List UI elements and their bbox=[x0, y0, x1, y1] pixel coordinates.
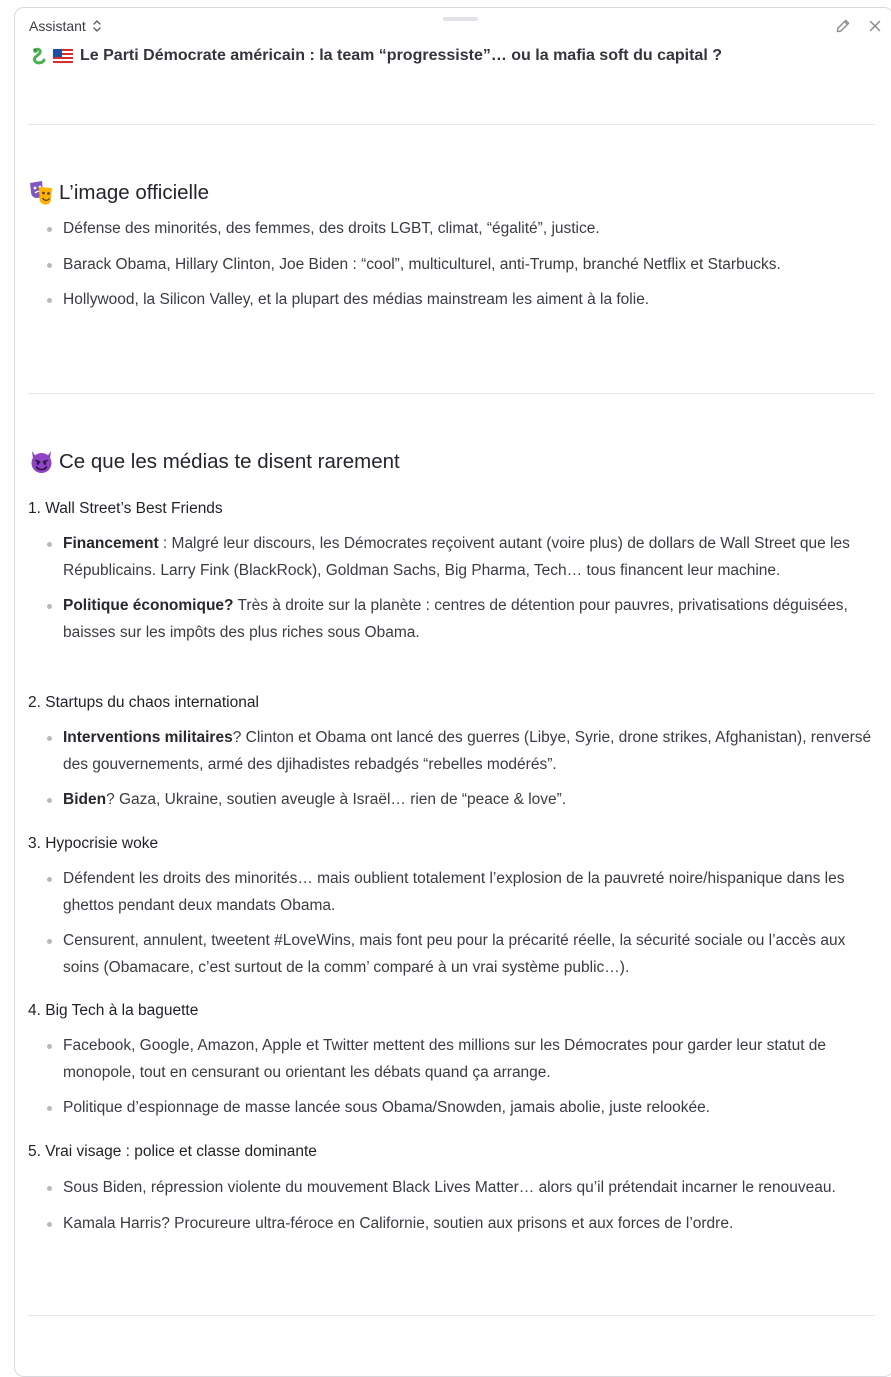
drag-handle[interactable] bbox=[443, 17, 478, 21]
assistant-label: Assistant bbox=[29, 18, 86, 34]
assistant-selector[interactable] bbox=[29, 18, 102, 34]
assistant-panel bbox=[14, 7, 891, 1377]
subheading-vrai-visage: 5. Vrai visage : police et classe dominante bbox=[28, 1143, 317, 1160]
list-item: Biden? Gaza, Ukraine, soutien aveugle à Israël… rien de “peace & love”. bbox=[28, 787, 874, 814]
close-icon[interactable] bbox=[867, 18, 883, 34]
section-heading-official-image bbox=[28, 179, 209, 206]
us-flag-icon bbox=[52, 47, 74, 65]
vrai-visage-list bbox=[28, 1175, 874, 1246]
list-item: Politique économique? Très à droite sur la planète : centres de détention pour pauvres, privatisations déguisées, baisses sur les impôts des plus riches sous Obama. bbox=[28, 593, 874, 646]
subheading-startups-chaos: 2. Startups du chaos international bbox=[28, 694, 259, 711]
section-heading-text: L’image officielle bbox=[59, 180, 210, 204]
subheading-wall-street: 1. Wall Street’s Best Friends bbox=[28, 500, 223, 517]
list-item: Sous Biden, répression violente du mouvement Black Lives Matter… alors qu’il prétendait incarner le renouveau. bbox=[28, 1175, 874, 1202]
list-item: Barack Obama, Hillary Clinton, Joe Biden : “cool”, multiculturel, anti-Trump, branché Netflix et Starbucks. bbox=[28, 252, 874, 279]
list-item: Interventions militaires? Clinton et Obama ont lancé des guerres (Libye, Syrie, drone strikes, Afghanistan), renversé des gouvernements, armé des djihadistes rebadgés “rebelles modérés”. bbox=[28, 725, 874, 778]
list-item: Défendent les droits des minorités… mais oublient totalement l’explosion de la pauvreté noire/hispanique dans les ghettos pendant deux mandats Obama. bbox=[28, 866, 874, 919]
list-item: Défense des minorités, des femmes, des droits LGBT, climat, “égalité”, justice. bbox=[28, 216, 874, 243]
chevron-updown-icon bbox=[92, 19, 102, 33]
divider bbox=[28, 124, 875, 125]
section-heading-media-rarely bbox=[28, 448, 400, 475]
list-item: Facebook, Google, Amazon, Apple et Twitter mettent des millions sur les Démocrates pour garder leur statut de monopole, tout en censurant ou orientant les débats quand ça arrange. bbox=[28, 1033, 874, 1086]
message-title bbox=[29, 46, 722, 66]
list-item: Hollywood, la Silicon Valley, et la plupart des médias mainstream les aiment à la folie. bbox=[28, 287, 874, 314]
list-item: Kamala Harris? Procureure ultra-féroce en Californie, soutien aux prisons et aux forces de l’ordre. bbox=[28, 1211, 874, 1238]
subheading-big-tech: 4. Big Tech à la baguette bbox=[28, 1002, 199, 1019]
subheading-hypocrisie-woke: 3. Hypocrisie woke bbox=[28, 835, 159, 852]
startups-chaos-list bbox=[28, 725, 874, 823]
header-actions bbox=[835, 18, 883, 34]
edit-pencil-icon[interactable] bbox=[835, 18, 851, 34]
big-tech-list bbox=[28, 1033, 874, 1131]
smiling-devil-icon bbox=[28, 448, 55, 475]
wall-street-list bbox=[28, 531, 874, 655]
list-item: Censurent, annulent, tweetent #LoveWins, mais font peu pour la précarité réelle, la sécurité sociale ou l’accès aux soins (Obamacare, c’est surtout de la comm’ comparé à un vrai système public…). bbox=[28, 928, 874, 981]
divider bbox=[28, 393, 875, 394]
official-image-list bbox=[28, 216, 874, 323]
hypocrisie-woke-list bbox=[28, 866, 874, 990]
theater-masks-icon bbox=[28, 179, 55, 206]
divider bbox=[28, 1315, 875, 1316]
section-heading-text: Ce que les médias te disent rarement bbox=[59, 449, 400, 473]
title-text: Le Parti Démocrate américain : la team “progressiste”… ou la mafia soft du capital ? bbox=[80, 47, 722, 64]
snake-icon bbox=[29, 46, 49, 66]
list-item: Financement : Malgré leur discours, les Démocrates reçoivent autant (voire plus) de dollars de Wall Street que les Républicains. Larry Fink (BlackRock), Goldman Sachs, Big Pharma, Tech… tous financent leur machine. bbox=[28, 531, 874, 584]
list-item: Politique d’espionnage de masse lancée sous Obama/Snowden, jamais abolie, juste relookée. bbox=[28, 1095, 874, 1122]
